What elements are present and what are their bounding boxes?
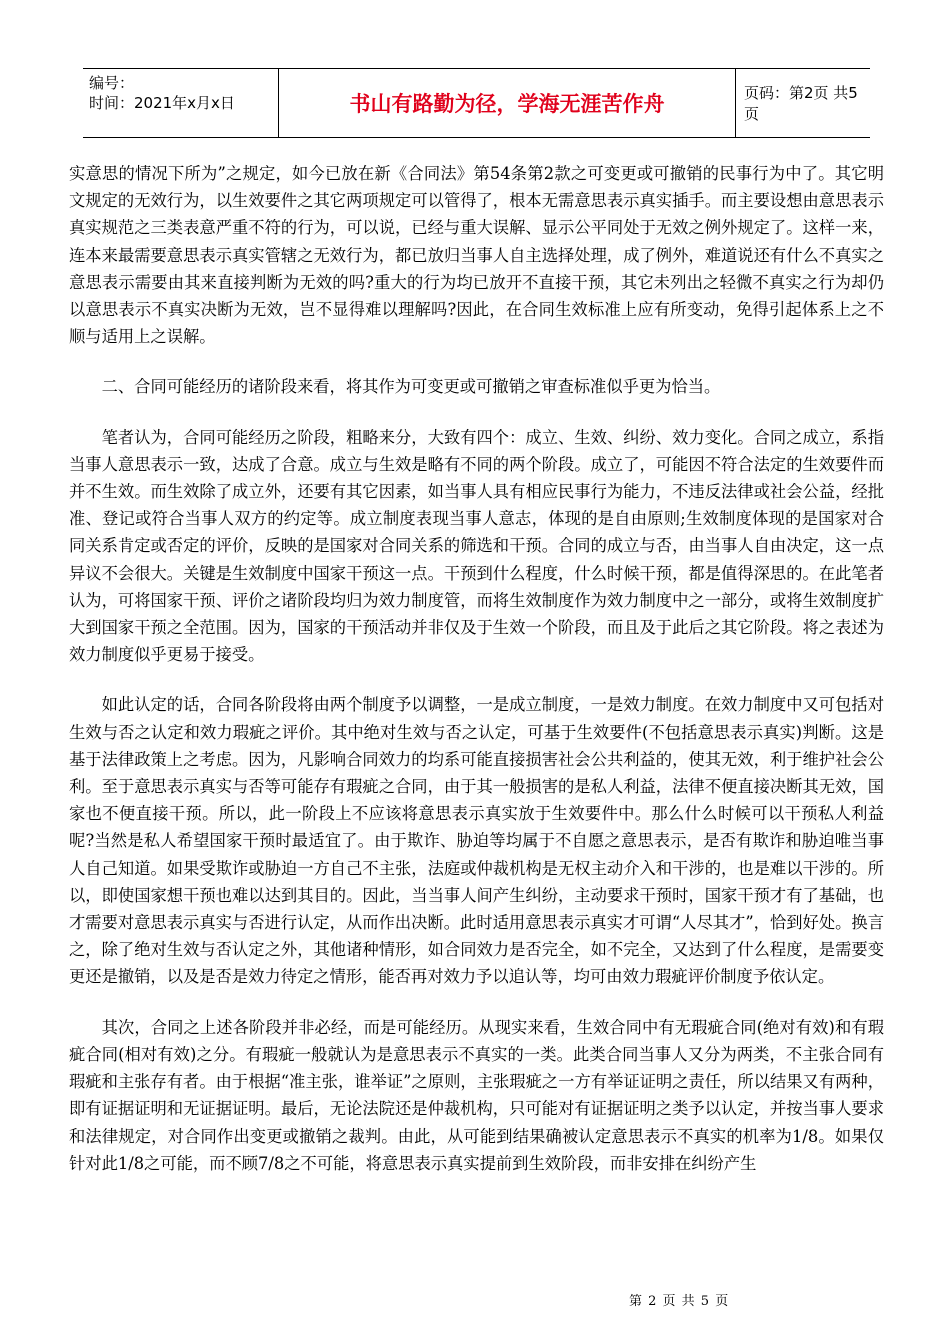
document-number-label: 编号： [89, 74, 135, 92]
page-footer: 第 2 页 共 5 页 [629, 1294, 730, 1309]
header-page-label: 页码：第2页 共5页 [744, 84, 858, 123]
document-body [69, 160, 884, 1177]
header-meta [83, 69, 279, 137]
body-paragraph: 笔者认为，合同可能经历之阶段，粗略来分，大致有四个：成立、生效、纠纷、效力变化。合同之成立，系指当事人意思表示一致，达成了合意。成立与生效是略有不同的两个阶段。成立了，可能因不符合法定的生效要件而并不生效。而生效除了成立外，还要有其它因素，如当事人具有相应民事行为能力，不违反法律或社会公益，经批准、登记或符合当事人双方的约定等。成立制度表现当事人意志，体现的是自由原则;生效制度体现的是国家对合同关系肯定或否定的评价，反映的是国家对合同关系的筛选和干预。合同的成立与否，由当事人自由决定，这一点异议不会很大。关键是生效制度中国家干预这一点。干预到什么程度，什么时候干预，都是值得深思的。在此笔者认为，可将国家干预、评价之诸阶段均归为效力制度管，而将生效制度作为效力制度中之一部分，或将生效制度扩大到国家干预之全范围。因为，国家的干预活动并非仅及于生效一个阶段，而且及于此后之其它阶段。将之表述为效力制度似乎更易于接受。 [69, 427, 884, 665]
body-paragraph: 如此认定的话，合同各阶段将由两个制度予以调整，一是成立制度，一是效力制度。在效力制度中又可包括对生效与否之认定和效力瑕疵之评价。其中绝对生效与否之认定，可基于生效要件(不包括意思表示真实)判断。这是基于法律政策上之考虑。因为，凡影响合同效力的均系可能直接损害社会公共利益的，使其无效，利于维护社会公利。至于意思表示真实与否等可能存有瑕疵之合同，由于其一般损害的是私人利益，法律不便直接决断其无效，国家也不便直接干预。所以，此一阶段上不应该将意思表示真实放于生效要件中。那么什么时候可以干预私人利益呢?当然是私人希望国家干预时最适宜了。由于欺诈、胁迫等均属于不自愿之意思表示，是否有欺诈和胁迫唯当事人自己知道。如果受欺诈或胁迫一方自己不主张，法庭或仲裁机构是无权主动介入和干涉的，也是难以干涉的。所以，即使国家想干预也难以达到其目的。因此，当当事人间产生纠纷，主动要求干预时，国家干预才有了基础，也才需要对意思表示真实与否进行认定，从而作出决断。此时适用意思表示真实才可谓“人尽其才”，恰到好处。换言之，除了绝对生效与否认定之外，其他诸种情形，如合同效力是否完全，如不完全，又达到了什么程度，是需要变更还是撤销，以及是否是效力待定之情形，能否再对效力予以追认等，均可由效力瑕疵评价制度予依认定。 [69, 695, 884, 987]
document-time-label: 时间：2021年x月x日 [89, 94, 235, 112]
body-paragraph: 其次，合同之上述各阶段并非必经，而是可能经历。从现实来看，生效合同中有无瑕疵合同(绝对有效)和有瑕疵合同(相对有效)之分。有瑕疵一般就认为是意思表示不真实的一类。此类合同当事人又分为两类，不主张合同有瑕疵和主张存有者。由于根据“准主张，谁举证”之原则，主张瑕疵之一方有举证证明之责任，所以结果又有两种，即有证据证明和无证据证明。最后，无论法院还是仲裁机构，只可能对有证据证明之类予以认定，并按当事人要求和法律规定，对合同作出变更或撤销之裁判。由此，从可能到结果确被认定意思表示不真实的机率为1/8。如果仅针对此1/8之可能，而不顾7/8之不可能，将意思表示真实提前到生效阶段，而非安排在纠纷产生 [69, 1017, 884, 1173]
page-header [83, 68, 870, 138]
section-heading-2: 二、合同可能经历的诸阶段来看，将其作为可变更或可撤销之审查标准似乎更为恰当。 [101, 377, 721, 397]
body-paragraph-continued: 实意思的情况下所为”之规定，如今已放在新《合同法》第54条第2款之可变更或可撤销的民事行为中了。其它明文规定的无效行为，以生效要件之其它两项规定可以管得了，根本无需意思表示真实插手。而主要设想由意思表示真实规范之三类表意严重不符的行为，可以说，已经与重大误解、显示公平同处于无效之例外规定了。这样一来，连本来最需要意思表示真实管辖之无效行为，都已放归当事人自主选择处理，成了例外，难道说还有什么不真实之意思表示需要由其来直接判断为无效的吗?重大的行为均已放开不直接干预，其它未列出之轻微不真实之行为却仍以意思表示不真实决断为无效，岂不显得难以理解吗?因此，在合同生效标准上应有所变动，免得引起体系上之不顺与适用上之误解。 [69, 164, 884, 347]
header-motto: 书山有路勤为径，学海无涯苦作舟 [279, 69, 736, 137]
